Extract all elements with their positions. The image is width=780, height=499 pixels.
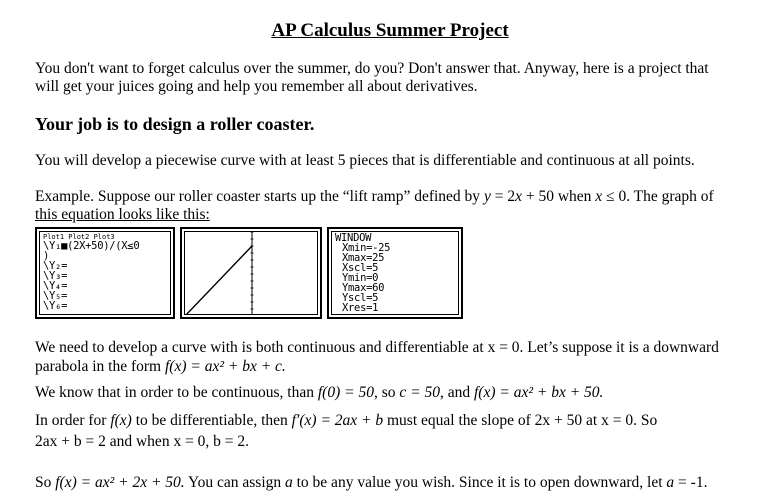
window-line: Xmin=-25 — [342, 242, 391, 254]
graph-screen — [180, 227, 322, 319]
window-line: Ymax=60 — [342, 282, 385, 294]
instruction-text: You will develop a piecewise curve with at least 5 pieces that is differentiable and continuous at all points. — [35, 152, 695, 169]
intro-line-1: You don't want to forget calculus over the summer, do you? Don't answer that. Anyway, here is a project that — [35, 60, 709, 77]
y-line: \Y₃= — [43, 270, 68, 282]
body-p2: We know that in order to be continuous, than f(0) = 50, so c = 50, and f(x) = ax² + bx + 50. — [35, 384, 604, 401]
window-screen — [327, 227, 463, 319]
body-p1-line-2: parabola in the form f(x) = ax² + bx + c. — [35, 358, 286, 375]
window-line: Yscl=5 — [342, 292, 379, 304]
page-title: AP Calculus Summer Project — [271, 20, 509, 41]
body-p1-line-1: We need to develop a curve with is both continuous and differentiable at x = 0. Let’s suppose it is a downward — [35, 339, 719, 356]
example-line-2: this equation looks like this: — [35, 206, 210, 223]
body-p3-line-1: In order for f(x) to be differentiable, then f′(x) = 2ax + b must equal the slope of 2x + 50 at x = 0. So — [35, 412, 658, 429]
plot-row: Plot1 Plot2 Plot3 — [43, 233, 115, 241]
body-p4: So f(x) = ax² + 2x + 50. You can assign a to be any value you wish. Since it is to open downward, let a = -1. — [35, 474, 708, 491]
y-line: \Y₆= — [43, 300, 68, 312]
intro-line-2: will get your juices going and help you remember all about derivatives. — [35, 78, 478, 95]
graph-svg — [185, 232, 318, 315]
lift-ramp-line — [185, 246, 252, 315]
y-editor-lines — [43, 241, 167, 311]
window-line: Xres=1 — [342, 302, 379, 314]
window-title: WINDOW — [335, 232, 372, 244]
y-line: \Y₄= — [43, 280, 68, 292]
body-p3-line-2: 2ax + b = 2 and when x = 0, b = 2. — [35, 433, 250, 450]
window-line: Xmax=25 — [342, 252, 385, 264]
section-heading: Your job is to design a roller coaster. — [35, 114, 315, 134]
y-line: ) — [43, 250, 50, 262]
example-line-1: Example. Suppose our roller coaster starts up the “lift ramp” defined by y = 2x + 50 when x ≤ 0. The graph of — [35, 188, 714, 205]
y-line: \Y₅= — [43, 290, 68, 302]
graph-area — [184, 231, 318, 315]
y-line: \Y₁■(2X+50)/(X≤0 — [43, 240, 140, 252]
y-editor-screen — [35, 227, 175, 319]
window-line: Xscl=5 — [342, 262, 379, 274]
y-line: \Y₂= — [43, 260, 68, 272]
window-line: Ymin=0 — [342, 272, 379, 284]
